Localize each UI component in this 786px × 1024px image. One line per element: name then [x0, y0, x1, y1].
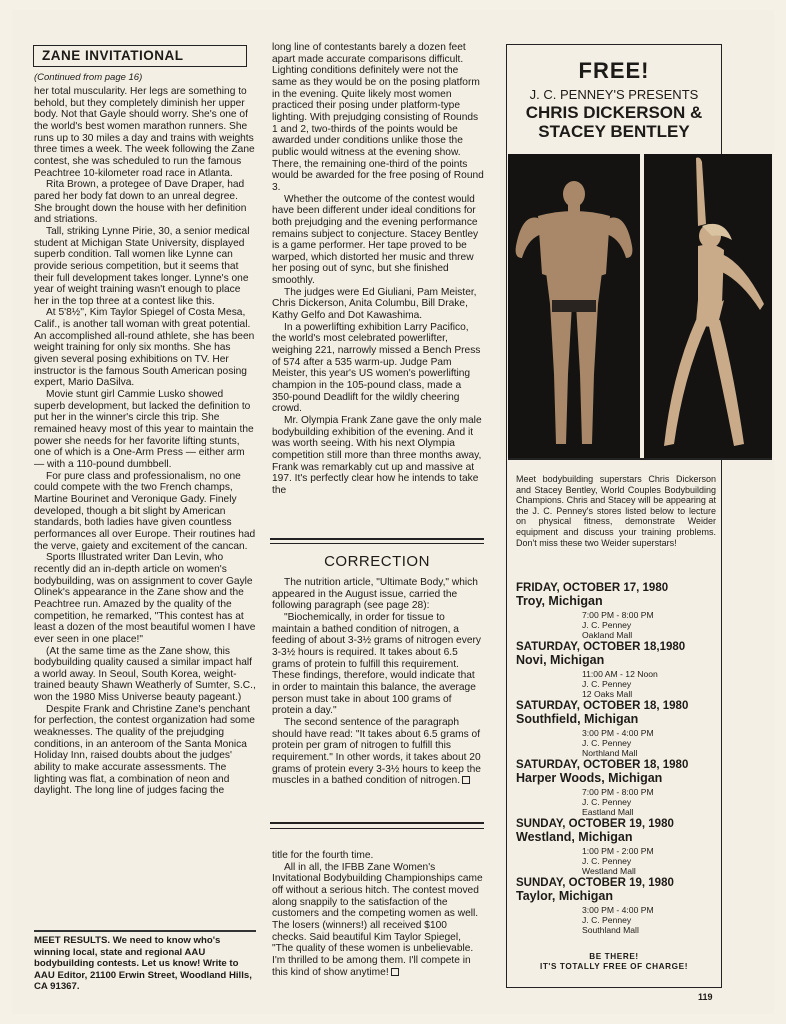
event-city: Harper Woods, Michigan — [516, 771, 663, 785]
paragraph: her total muscularity. Her legs are something to behold, but they completely diminish her upper body. Not that Gayle should worry. She's one of the world's best women marathon runners. She runs up to 30 miles a day and trains with weights three times a week. The week following the Zane contest, she was scheduled to run the famous Peachtree 10-kilometer road race in Atlanta. — [34, 86, 255, 179]
article-ending — [272, 850, 484, 978]
event-date: FRIDAY, OCTOBER 17, 1980 — [516, 582, 669, 594]
ad-footer: BE THERE! IT'S TOTALLY FREE OF CHARGE! — [539, 952, 689, 971]
end-mark-icon — [391, 968, 399, 976]
paragraph: Mr. Olympia Frank Zane gave the only male bodybuilding exhibition of the evening. And it was worth seeing. With his next Olympia competition still more than three months away, Frank was remarkably cut up and massive at 197. It's perfectly clear how he intends to take the — [272, 415, 482, 496]
ad-header — [506, 44, 722, 154]
event-listing — [516, 582, 716, 641]
paragraph: "Biochemically, in order for tissue to maintain a bathed condition of nitrogen, a feeding of about 3-3½ grams of nitrogen every 3-3½ hours is required. It takes about 6.5 grams of protein to fulfill this requirement. These findings, therefore, would indicate that in order to maintain this balance, the average person must take in about 100 grams of protein a day." — [272, 611, 481, 717]
event-city: Westland, Michigan — [516, 830, 633, 844]
event-date: SUNDAY, OCTOBER 19, 1980 — [516, 818, 674, 830]
paragraph: All in all, the IFBB Zane Women's Invitational Bodybuilding Championships came off without a serious hitch. The contest moved along snappily to the satisfaction of the customers and the competing women as well. The losers (winners!) all received $100 checks. Said beautiful Kim Taylor Spiegel, "The quality of these women is unbelievable. I'm thrilled to be among them. I'll compete in this kind of show anytime! — [272, 861, 483, 978]
event-city: Taylor, Michigan — [516, 889, 614, 903]
event-details: 1:00 PM - 2:00 PM J. C. Penney Westland Mall — [582, 846, 654, 877]
ad-stars: CHRIS DICKERSON & STACEY BENTLEY — [525, 103, 703, 141]
event-details: 3:00 PM - 4:00 PM J. C. Penney Southland Mall — [582, 905, 654, 936]
ad-presents: J. C. PENNEY'S PRESENTS — [529, 87, 699, 102]
divider — [270, 828, 484, 829]
event-date: SATURDAY, OCTOBER 18, 1980 — [516, 759, 689, 771]
paragraph: Rita Brown, a protegee of Dave Draper, had pared her body fat down to an unreal degree. She brought down the house with her definition and striations. — [34, 179, 247, 226]
paragraph: In a powerlifting exhibition Larry Pacifico, the world's most celebrated powerlifter, weighing 221, narrowly missed a Bench Press of 574 after a 535 warm-up. Judge Pam Meister, this year's US women's powerlifting champion in the 105-pound class, made a 350-pound Deadlift for the wildly cheering crowd. — [272, 321, 481, 415]
paragraph: Sports Illustrated writer Dan Levin, who recently did an in-depth article on women's bodybuilding, was on assignment to cover Gayle Olinek's appearance in the Zane show and the Peachtree run. Amazed by the quality of the competition, he remarked, "This contest has at least a dozen of the most beautiful women I have ever seen in one place!" — [34, 552, 256, 645]
paragraph: Whether the outcome of the contest would have been different under ideal conditions for both prejudging and the evening performance remains subject to conjecture. Stacey Bentley is a game performer. Her tape proved to be warped, which distorted her music and threw her posing out of sync, but she finished smoothly. — [272, 193, 479, 287]
event-listing — [516, 877, 716, 936]
bodybuilder-photo-female — [644, 154, 772, 458]
event-details: 11:00 AM - 12 Noon J. C. Penney 12 Oaks Mall — [582, 669, 658, 700]
article-header: ZANE INVITATIONAL — [33, 45, 247, 67]
event-city: Southfield, Michigan — [516, 712, 639, 726]
event-details: 7:00 PM - 8:00 PM J. C. Penney Oakland Mall — [582, 610, 654, 641]
paragraph: long line of contestants barely a dozen feet apart made accurate comparisons difficult. Lighting conditions definitely were not the same as they would be on the posing platform in the evening. Quite likely most women practiced their posing under platform-type lighting. With prejudging consisting of Rounds 1 and 2, two-thirds of the points would be awarded under conditions unlike those the public would witness at the evening show. There, the remaining one-third of the points would be awarded for the free posing of Round 3. — [272, 42, 484, 193]
event-details: 3:00 PM - 4:00 PM J. C. Penney Northland Mall — [582, 728, 654, 759]
event-date: SATURDAY, OCTOBER 18,1980 — [516, 641, 686, 653]
event-details: 7:00 PM - 8:00 PM J. C. Penney Eastland Mall — [582, 787, 654, 818]
page-number: 119 — [698, 992, 713, 1002]
divider — [270, 822, 484, 824]
article-column-1 — [34, 86, 256, 797]
end-mark-icon — [462, 776, 470, 784]
continued-note: (Continued from page 16) — [34, 72, 143, 83]
paragraph: The second sentence of the paragraph should have read: "It takes about 6.5 grams of protein per gram of nitrogen to fulfill this requirement." In other words, it takes about 20 grams of protein every 3-3½ hours to keep the muscles in a bathed condition of nitrogen. — [272, 716, 481, 787]
event-listing — [516, 759, 716, 818]
event-city: Troy, Michigan — [516, 594, 603, 608]
ad-free-headline: FREE! — [578, 58, 650, 83]
event-listing — [516, 641, 716, 700]
photo-rule — [508, 458, 772, 460]
event-listing — [516, 700, 716, 759]
paragraph: title for the fourth time. — [272, 850, 374, 861]
paragraph: Movie stunt girl Cammie Lusko showed superb development, but lacked the definition to put her in the winner's circle this trip. She remained heavy most of this year to maintain the power she needs for her favorite lifting stunts, one of which is a One-Arm Press — either arm — with a 110-pound dumbbell. — [34, 389, 254, 470]
ad-description: Meet bodybuilding superstars Chris Dickerson and Stacey Bentley, World Couples Bodybuilding Champions. Chris and Stacey will be appearing at the J. C. Penney's stores listed below to lecture on physical fitness, demonstrate Weider equipment and discuss your training problems. Don't miss these two Weider superstars! — [516, 474, 716, 548]
paragraph: At 5'8½'', Kim Taylor Spiegel of Costa Mesa, Calif., is another tall woman with great potential. An accomplished all-round athlete, she has been weight training for only six months. She has given several posing exhibitions on TV. Her instructor is the famous South American posing expert, Mario DaSilva. — [34, 307, 255, 389]
paragraph: Despite Frank and Christine Zane's penchant for perfection, the contest organization had some weaknesses. The quality of the prejudging conditions, in an anteroom of the Santa Monica Holiday Inn, raised doubts about the judges' ability to make accurate assessments. The lighting was flat, a combination of neon and daylight. The long line of judges facing the — [34, 703, 255, 797]
paragraph: The judges were Ed Giuliani, Pam Meister, Chris Dickerson, Anita Columbu, Bill Drake, Kathy Gelfo and Dot Kawashima. — [272, 286, 477, 322]
event-city: Novi, Michigan — [516, 653, 605, 667]
paragraph: Tall, striking Lynne Pirie, 30, a senior medical student at Michigan State University, displayed superb condition. Tall women like Lynne can provide serious competition, but it seems that their full development takes longer. Lynne's one year of weight training wasn't enough to place her in the top three at a contest like this. — [34, 225, 250, 307]
meet-results-note: MEET RESULTS. We need to know who's winning local, state and regional AAU bodybuilding contests. Let us know! Write to AAU Editor, 21100 Erwin Street, Woodland Hills, CA 91367. — [34, 930, 256, 993]
paragraph: For pure class and professionalism, no one could compete with the two French champs, Martine Bourinet and Veronique Gady. Finely developed, though a bit slight by American standards, both ladies have given countless performances all over Europe. Their routines had the verve, gaiety and excitement of the cancan. — [34, 470, 256, 552]
paragraph: (At the same time as the Zane show, this bodybuilding quality caused a similar impact half a world away. In Seoul, South Korea, weight-trained beauty Shawn Weatherly of Sumter, S.C., won the 1980 Miss Universe beauty pageant.) — [34, 645, 256, 704]
bodybuilder-photo-male — [508, 154, 640, 458]
article-column-2 — [272, 42, 484, 497]
event-date: SATURDAY, OCTOBER 18, 1980 — [516, 700, 689, 712]
divider — [270, 538, 484, 540]
event-date: SUNDAY, OCTOBER 19, 1980 — [516, 877, 674, 889]
correction-title: CORRECTION — [324, 553, 430, 570]
paragraph: The nutrition article, "Ultimate Body," which appeared in the August issue, carried the following paragraph (see page 28): — [272, 577, 478, 612]
correction-body — [272, 577, 484, 787]
divider — [270, 543, 484, 544]
event-listing — [516, 818, 716, 877]
